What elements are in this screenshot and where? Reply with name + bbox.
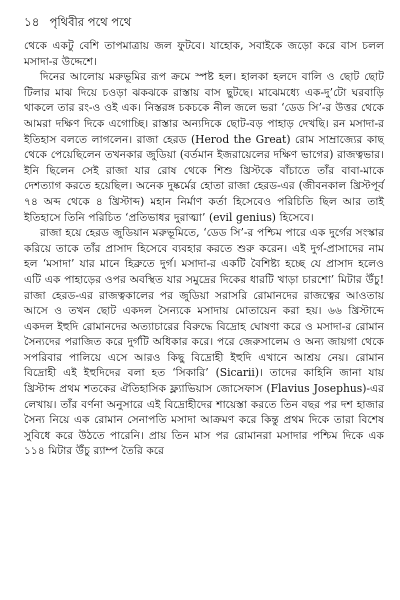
body-text [24, 38, 384, 459]
running-title: পৃথিবীর পথে পথে [49, 15, 132, 29]
book-page [24, 14, 384, 590]
paragraph-masada-desert: দিনের আলোয় মরুভূমির রূপ ক্রমে স্পষ্ট হল। হালকা হলদে বালি ও ছোট ছোট টিলার মাঝ দিয়ে চওড়া ঝকঝকে রাস্তায় বাস ছুটছে। মাঝেমধ্যে এক-দু’টো ঘরবাড়ি থাকলে তার রং-ও ওই এক। নিস্তরঙ্গ চকচকে নীল জলে ভরা ‘ডেড সি’-র উত্তর থেকে আমরা দক্ষিণ দিকে এগোচ্ছি। রাস্তার অন্যদিকে ছোট-বড় পাহাড় দেখছি। রন মসাদা-র ইতিহাস বলতে লাগলেন। রাজা হেরড (Herod the Great) রোম সাম্রাজ্যের কাছ থেকে পেয়েছিলেন তখনকার জুডিয়া (বর্তমান ইজরায়েলের দক্ষিণ ভাগের) রাজত্বভার। ইনি ছিলেন সেই রাজা যার রোষ থেকে শিশু খ্রিস্টকে বাঁচাতে তাঁর বাবা-মাকে দেশত্যাগ করতে হয়েছিল। অনেক দুষ্কর্মের হোতা রাজা হেরড-এর (জীবনকাল খ্রিস্টপূর্ব ৭৪ অব্দ থেকে ৪ খ্রিস্টাব্দ) মহান নির্মাণ কর্তা হিসেবেও পরিচিতি ছিল আর তাই ইতিহাসে তিনি পরিচিত ‘প্রতিভাধর দুরাত্মা’ (evil genius) হিসেবে। [24, 70, 384, 224]
page-number: ১৪ [24, 15, 40, 29]
paragraph-continuation: থেকে একটু বেশি তাপমাত্রায় জল ফুটবে। যাহোক, সবাইকে জড়ো করে বাস চলল মসাদা-র উদ্দেশে। [24, 39, 384, 68]
page-header [24, 14, 384, 30]
paragraph-masada-history: রাজা হয়ে হেরড জুডিয়ান মরুভূমিতে, ‘ডেড সি’-র পশ্চিম পারে এক দুর্গের সংস্কার করিয়ে তাকে তাঁর প্রাসাদ হিসেবে ব্যবহার করতে শুরু করেন। এই দুর্গ-প্রাসাদের নাম হল ‘মসাদা’ যার মানে হিব্রুতে দুর্গ। মসাদা-র একটি বৈশিষ্ট্য হচ্ছে যে প্রাসাদ হলেও এটি এক পাহাড়ের ওপর অবস্থিত যার সমুদ্রের দিকের ধারটি খাড়া চারশো’ মিটার উঁচু! রাজা হেরড-এর রাজত্বকালের পর জুডিয়া সরাসরি রোমানদের রাজত্বের আওতায় আসে ও তখন ছোট একদল সৈন্যকে মসাদায় মোতায়েন করা হয়। ৬৬ খ্রিস্টাব্দে একদল ইহুদি রোমানদের অত্যাচারের বিরুদ্ধে বিদ্রোহ ঘোষণা করে ও মসাদা-র রোমান সৈন্যদের পরাজিত করে দুর্গটি অধিকার করে। পরে জেরুসালেম ও অন্য জায়গা থেকে সপরিবার পালিয়ে এসে আরও কিছু বিদ্রোহী ইহুদি এখানে আশ্রয় নেয়। রোমান বিদ্রোহী এই ইহুদিদের বলা হত ‘সিকারি’ (Sicarii)। তাদের কাহিনি জানা যায় খ্রিস্টাব্দ প্রথম শতকের ঐতিহাসিক ফ্ল্যাভিয়াস জোসেফাস (Flavius Josephus)-এর লেখায়। তাঁর বর্ণনা অনুসারে এই বিদ্রোহীদের শায়েস্তা করতে তিন বছর পর দশ হাজার সৈন্য নিয়ে এক রোমান সেনাপতি মসাদা আক্রমণ করে কিন্তু প্রথম দিকে তারা বিশেষ সুবিধে করে উঠতে পারেনি। প্রায় তিন মাস পর রোমানরা মসাদার পশ্চিম দিকে এক ১১৪ মিটার উঁচু র‍্যাম্প তৈরি করে [24, 226, 384, 458]
